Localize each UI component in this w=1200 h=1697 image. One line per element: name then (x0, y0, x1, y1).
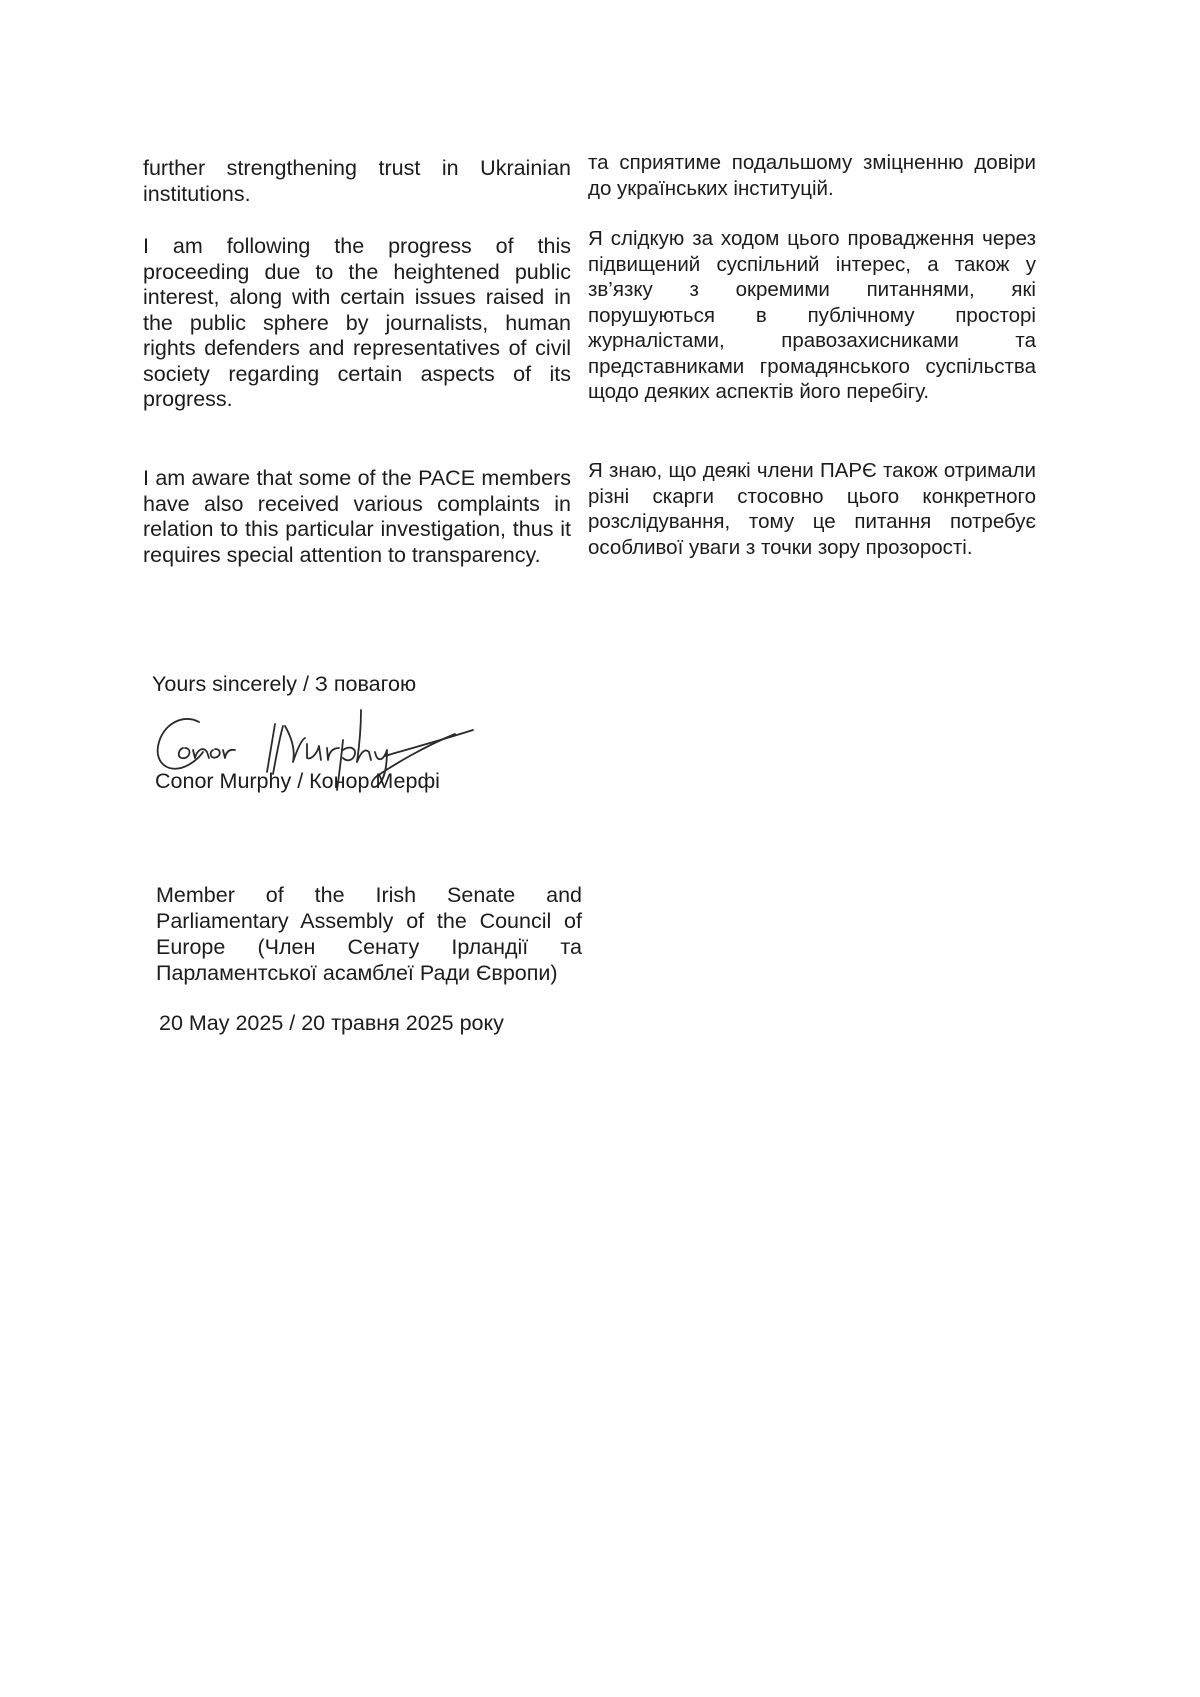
paragraph-3-ukrainian: Я знаю, що деякі члени ПАРЄ також отримали різні скарги стосовно цього конкретного розслідування, тому це питання потребує особливої уваги з точки зору прозорості. (588, 459, 1036, 559)
paragraph-2-ukrainian: Я слідкую за ходом цього провадження через підвищений суспільний інтерес, а також у зв’язку з окремими питаннями, які порушуються в публічному просторі журналістами, правозахисниками та представниками громадянського суспільства щодо деяких аспектів його перебігу. (588, 227, 1036, 403)
signatory-title: Member of the Irish Senate and Parliamentary Assembly of the Council of Europe (Член Сенату Ірландії та Парламентської асамблеї Ради Європи) (156, 883, 582, 985)
paragraph-2-english: I am following the progress of this proceeding due to the heightened public interest, along with certain issues raised in the public sphere by journalists, human rights defenders and representatives of civil society regarding certain aspects of its progress. (143, 234, 571, 411)
closing-salutation: Yours sincerely / З повагою (152, 672, 417, 696)
paragraph-1-english: further strengthening trust in Ukrainian institutions. (143, 156, 571, 206)
letter-date: 20 May 2025 / 20 травня 2025 року (159, 1011, 504, 1035)
signatory-name: Conor Murphy / Конор Мерфі (155, 769, 440, 793)
paragraph-3-english: I am aware that some of the PACE members have also received various complaints in relation to this particular investigation, thus it requires special attention to transparency. (143, 466, 571, 567)
paragraph-1-ukrainian: та сприятиме подальшому зміцненню довіри до українських інституцій. (588, 151, 1036, 200)
